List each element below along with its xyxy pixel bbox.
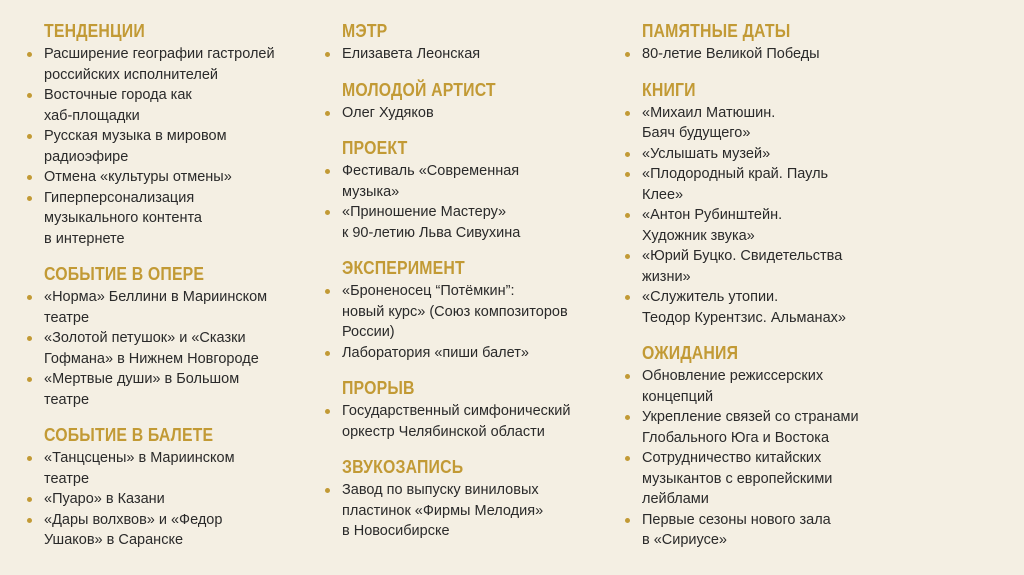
- list-item: «Михаил Матюшин. Баяч будущего»: [622, 103, 912, 144]
- item-list: [322, 480, 612, 542]
- list-item: «Норма» Беллини в Мариинском театре: [24, 287, 309, 328]
- list-item: Русская музыка в мировом радиоэфире: [24, 126, 309, 167]
- item-list: [24, 448, 309, 551]
- list-item: «Антон Рубинштейн. Художник звука»: [622, 205, 912, 246]
- list-item: Завод по выпуску виниловых пластинок «Фирмы Мелодия» в Новосибирске: [322, 480, 612, 542]
- item-list: [24, 44, 309, 249]
- item-list: [322, 161, 612, 243]
- item-list: [322, 103, 612, 124]
- list-item: Восточные города как хаб-площадки: [24, 85, 309, 126]
- list-item: Обновление режиссерских концепций: [622, 366, 912, 407]
- section-heading: ПАМЯТНЫЕ ДАТЫ: [642, 21, 791, 41]
- list-item: «Броненосец “Потёмкин”: новый курс» (Союз композиторов России): [322, 281, 612, 343]
- section-experiment: [322, 257, 612, 363]
- section-heading: ЗВУКОЗАПИСЬ: [342, 457, 464, 477]
- section-opera: [24, 263, 309, 410]
- column-2: [322, 20, 612, 550]
- section-heading: СОБЫТИЕ В БАЛЕТЕ: [44, 425, 214, 445]
- list-item: Сотрудничество китайских музыкантов с европейскими лейблами: [622, 448, 912, 510]
- list-item: Расширение географии гастролей российских исполнителей: [24, 44, 309, 85]
- section-expectations: [622, 342, 912, 551]
- section-heading: МЭТР: [342, 21, 388, 41]
- section-heading: ЭКСПЕРИМЕНТ: [342, 258, 465, 278]
- item-list: [322, 401, 612, 442]
- section-heading: МОЛОДОЙ АРТИСТ: [342, 79, 496, 100]
- list-item: Гиперперсонализация музыкального контента в интернете: [24, 188, 309, 250]
- section-trends: [24, 20, 309, 249]
- column-1: [24, 20, 309, 559]
- list-item: «Услышать музей»: [622, 144, 912, 165]
- section-heading: ОЖИДАНИЯ: [642, 343, 739, 363]
- list-item: «Юрий Буцко. Свидетельства жизни»: [622, 246, 912, 287]
- section-maestro: [322, 20, 612, 65]
- section-heading: ПРОЕКТ: [342, 138, 408, 158]
- section-books: [622, 79, 912, 329]
- section-heading: ТЕНДЕНЦИИ: [44, 21, 145, 41]
- section-ballet: [24, 424, 309, 551]
- list-item: «Пуаро» в Казани: [24, 489, 309, 510]
- list-item: Укрепление связей со странами Глобального Юга и Востока: [622, 407, 912, 448]
- list-item: Государственный симфонический оркестр Челябинской области: [322, 401, 612, 442]
- list-item: 80-летие Великой Победы: [622, 44, 912, 65]
- section-heading: КНИГИ: [642, 79, 696, 100]
- list-item: Фестиваль «Современная музыка»: [322, 161, 612, 202]
- list-item: Олег Худяков: [322, 103, 612, 124]
- section-recording: [322, 456, 612, 542]
- section-heading: СОБЫТИЕ В ОПЕРЕ: [44, 264, 205, 284]
- list-item: «Танцсцены» в Мариинском театре: [24, 448, 309, 489]
- list-item: «Служитель утопии. Теодор Курентзис. Альманах»: [622, 287, 912, 328]
- item-list: [24, 287, 309, 410]
- list-item: «Приношение Мастеру» к 90-летию Льва Сивухина: [322, 202, 612, 243]
- item-list: [622, 366, 912, 551]
- item-list: [622, 44, 912, 65]
- item-list: [622, 103, 912, 329]
- section-memorable-dates: [622, 20, 912, 65]
- list-item: «Плодородный край. Пауль Клее»: [622, 164, 912, 205]
- list-item: Елизавета Леонская: [322, 44, 612, 65]
- list-item: «Мертвые души» в Большом театре: [24, 369, 309, 410]
- list-item: «Дары волхвов» и «Федор Ушаков» в Саранске: [24, 510, 309, 551]
- section-heading: ПРОРЫВ: [342, 378, 415, 398]
- list-item: Лаборатория «пиши балет»: [322, 343, 612, 364]
- item-list: [322, 281, 612, 363]
- section-breakthrough: [322, 377, 612, 442]
- item-list: [322, 44, 612, 65]
- list-item: Первые сезоны нового зала в «Сириусе»: [622, 510, 912, 551]
- list-item: Отмена «культуры отмены»: [24, 167, 309, 188]
- column-3: [622, 20, 912, 559]
- list-item: «Золотой петушок» и «Сказки Гофмана» в Нижнем Новгороде: [24, 328, 309, 369]
- section-project: [322, 137, 612, 243]
- section-young-artist: [322, 79, 612, 124]
